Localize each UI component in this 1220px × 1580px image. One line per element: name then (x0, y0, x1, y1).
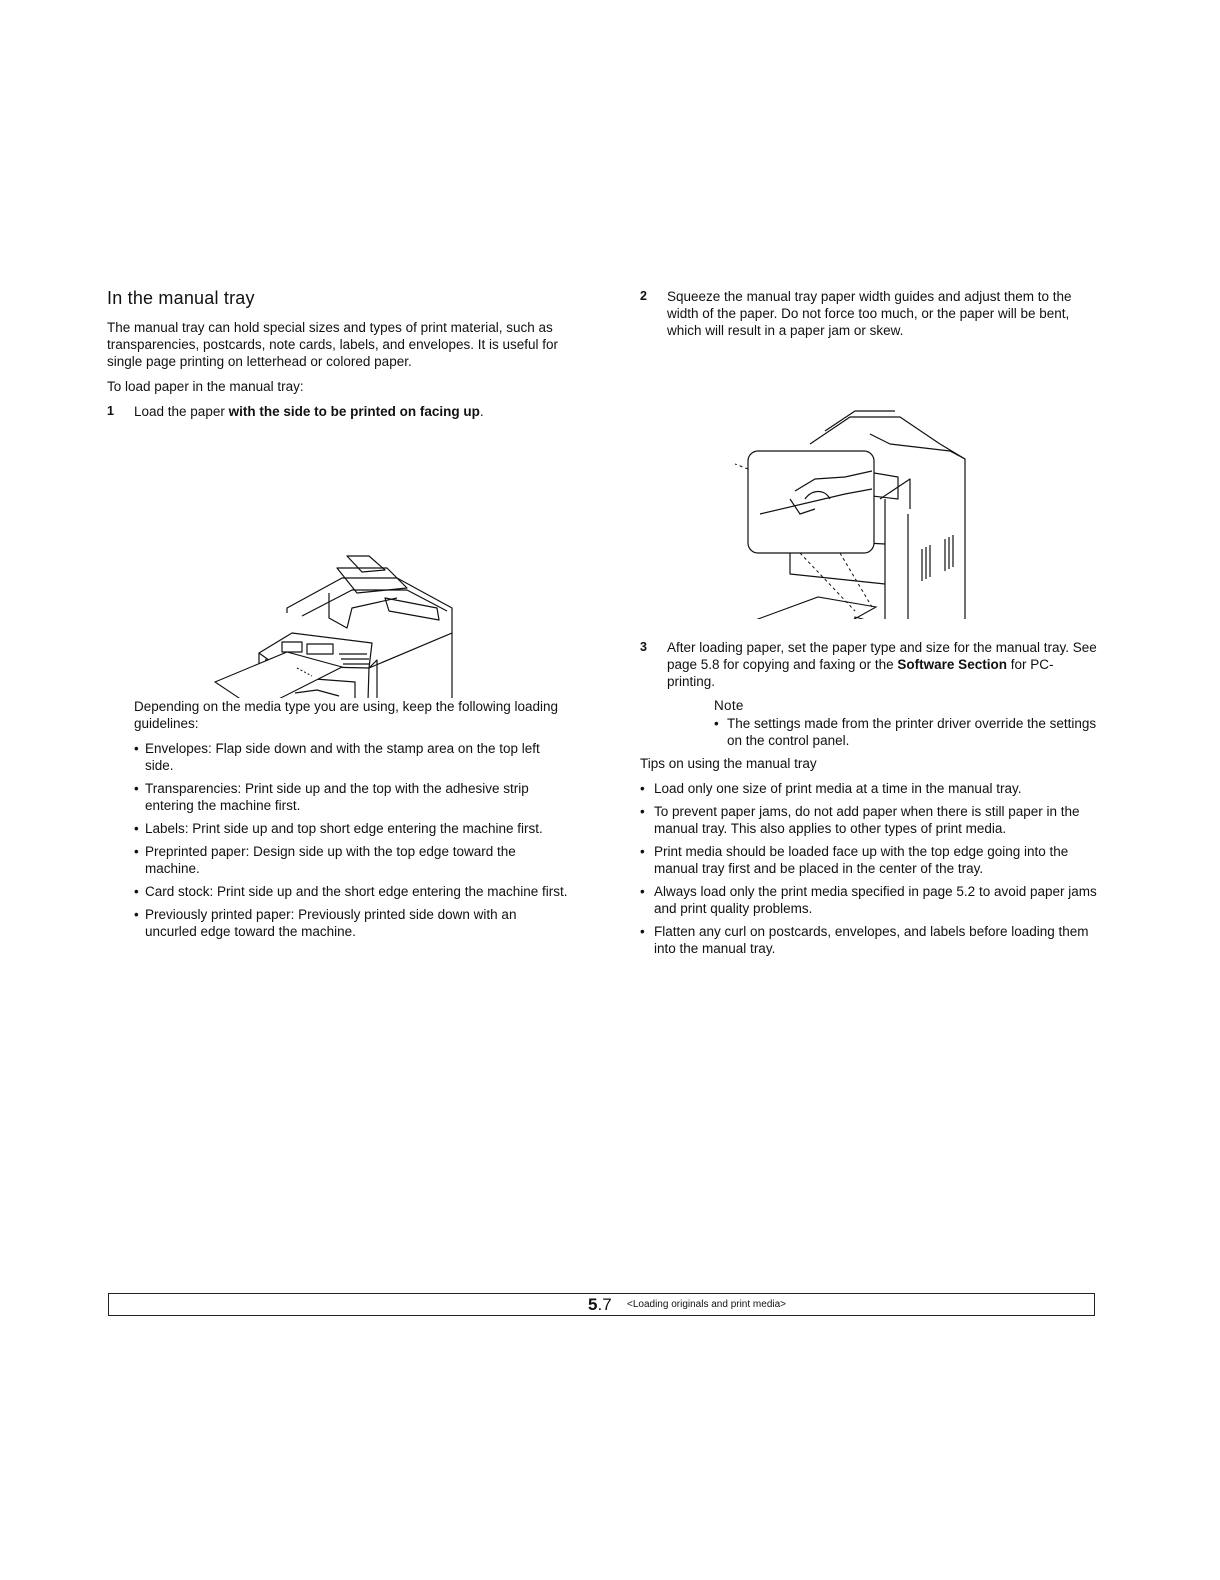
guideline-item: • Preprinted paper: Design side up with the top edge toward the machine. (134, 844, 516, 876)
bullet-icon: • (134, 844, 139, 859)
bullet-icon: • (134, 884, 139, 899)
step-3 (640, 639, 1098, 690)
guidelines-intro: Depending on the media type you are using, keep the following loading guidelines: (134, 699, 559, 731)
tips-title: Tips on using the manual tray (640, 756, 817, 771)
step-text: After loading paper, set the paper type and size for the manual tray. See page 5.8 for copying and faxing or the (667, 640, 1097, 672)
right-column (640, 288, 1098, 963)
bullet-icon: • (134, 907, 139, 922)
step-number: 3 (640, 640, 647, 654)
bullet-icon: • (640, 781, 645, 796)
intro-paragraph: The manual tray can hold special sizes and types of print material, such as transparencies, postcards, note cards, labels, and envelopes. It is useful for single page printing on letterhead or colored paper. (107, 320, 558, 369)
bullet-icon: • (134, 821, 139, 836)
guideline-item: • Labels: Print side up and top short edge entering the machine first. (134, 821, 543, 836)
paper-guide-adjust-illustration (640, 349, 1098, 619)
bullet-icon: • (134, 741, 139, 756)
bullet-icon: • (640, 804, 645, 819)
note-title: Note (714, 698, 744, 713)
page-number: 5.7 (588, 1295, 612, 1314)
guideline-item: • Previously printed paper: Previously printed side down with an uncurled edge toward the machine. (134, 907, 517, 939)
lead-paragraph: To load paper in the manual tray: (107, 379, 304, 394)
guideline-item: • Card stock: Print side up and the short edge entering the machine first. (134, 884, 568, 899)
step-text: Squeeze the manual tray paper width guides and adjust them to the width of the paper. Do not force too much, or the paper will be bent, which will result in a paper jam or skew. (667, 289, 1072, 338)
chapter-title: <Loading originals and print media> (627, 1299, 786, 1310)
guideline-item: • Transparencies: Print side up and the top with the adhesive strip entering the machine first. (134, 781, 529, 813)
tip-item: • Load only one size of print media at a time in the manual tray. (640, 781, 1022, 796)
tip-item: • Flatten any curl on postcards, envelopes, and labels before loading them into the manual tray. (640, 924, 1089, 956)
step-1 (107, 403, 569, 420)
bullet-icon: • (640, 884, 645, 899)
step-text-end: . (479, 404, 484, 419)
bullet-icon: • (640, 844, 645, 859)
tip-item: • Always load only the print media specified in page 5.2 to avoid paper jams and print quality problems. (640, 884, 1097, 916)
printer-loading-paper-illustration (107, 428, 569, 698)
tip-item: • To prevent paper jams, do not add paper when there is still paper in the manual tray. This also applies to other types of print media. (640, 804, 1080, 836)
step-text-end: for PC-printing. (667, 657, 1054, 689)
tip-item: • Print media should be loaded face up with the top edge going into the manual tray first and be placed in the center of the tray. (640, 844, 1069, 876)
left-column (107, 288, 569, 946)
step-2 (640, 288, 1098, 339)
note-body (714, 715, 1098, 749)
step-text-bold: with the side to be printed on facing up (228, 404, 480, 419)
step-number: 2 (640, 289, 647, 303)
step-text-bold: Software Section (897, 657, 1007, 672)
note-text: The settings made from the printer driver override the settings on the control panel. (727, 716, 1097, 748)
bullet-icon: • (134, 781, 139, 796)
guideline-item: • Envelopes: Flap side down and with the stamp area on the top left side. (134, 741, 540, 773)
page-footer (108, 1293, 1095, 1316)
guidelines-block (107, 698, 569, 940)
step-number: 1 (107, 404, 114, 418)
bullet-icon: • (714, 716, 719, 731)
bullet-icon: • (640, 924, 645, 939)
section-title: In the manual tray (107, 288, 255, 308)
step-text: Load the paper (134, 404, 229, 419)
